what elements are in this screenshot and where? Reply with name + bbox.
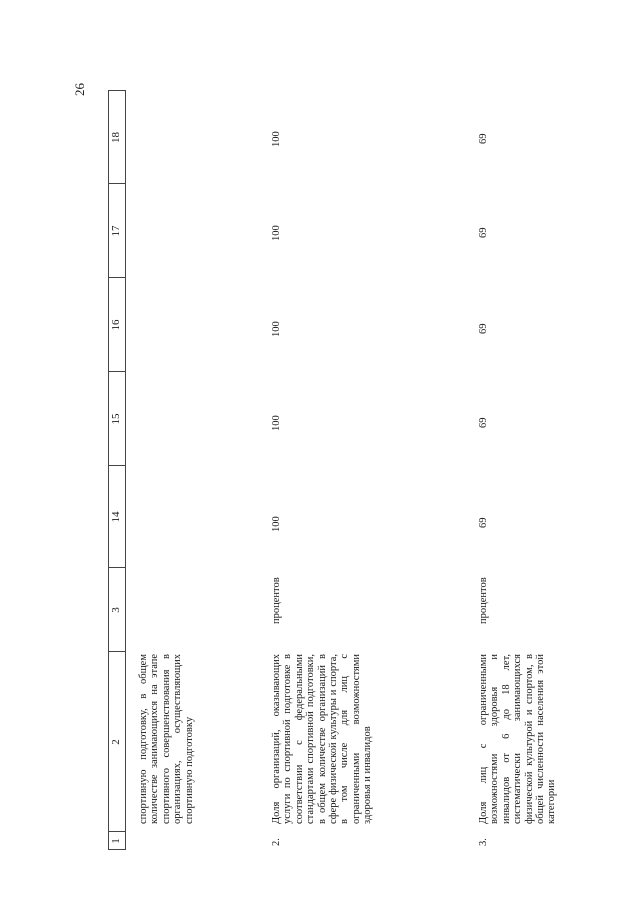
row-2-unit: процентов: [478, 577, 489, 624]
row-1-unit: процентов: [271, 577, 282, 624]
row-1-number: 2.: [271, 838, 282, 846]
header-col-1: 1: [110, 838, 122, 844]
row-2-indicator-text: Доля лиц с ограниченными возможностями здоровья и инвалидов от 6 до 18 лет, систематически занимающихся физической культурой и спортом, в общей численности населения этой категории: [478, 654, 558, 824]
row-2-col-16: 69: [478, 323, 489, 334]
header-col-3: 3: [110, 607, 122, 613]
row-2-col-14: 69: [478, 517, 489, 528]
row-1-col-15: 100: [271, 415, 282, 431]
row-1-col-16: 100: [271, 321, 282, 337]
header-bottom-border: [125, 90, 126, 850]
header-col-16: 16: [110, 319, 122, 331]
row-0-indicator-text: спортивную подготовку, в общем количестве занимающихся на этапе спортивного совершенствования в организациях, осуществляющих спортивную подготовку: [138, 654, 195, 824]
row-2-col-15: 69: [478, 417, 489, 428]
row-2-number: 3.: [478, 838, 489, 846]
row-1-col-17: 100: [271, 225, 282, 241]
row-2-col-17: 69: [478, 227, 489, 238]
header-col-2: 2: [110, 739, 122, 745]
page-number: 26: [72, 83, 87, 96]
header-col-18: 18: [110, 132, 122, 143]
row-1-indicator-text: Доля организаций, оказывающих услуги по спортивной подготовке в соответствии с федеральными стандартами спортивной подготовки, в общем количестве организаций в сфере физической культуры и спорта, в том числе для лиц с ограниченными возможностями здоровья и инвалидов: [271, 654, 374, 824]
header-col-15: 15: [110, 413, 122, 425]
header-col-17: 17: [110, 225, 122, 237]
header-col-14: 14: [110, 511, 122, 523]
rotated-table: [108, 90, 640, 850]
row-2-col-18: 69: [478, 133, 489, 144]
row-1-col-18: 100: [271, 131, 282, 147]
row-1-col-14: 100: [271, 516, 282, 532]
